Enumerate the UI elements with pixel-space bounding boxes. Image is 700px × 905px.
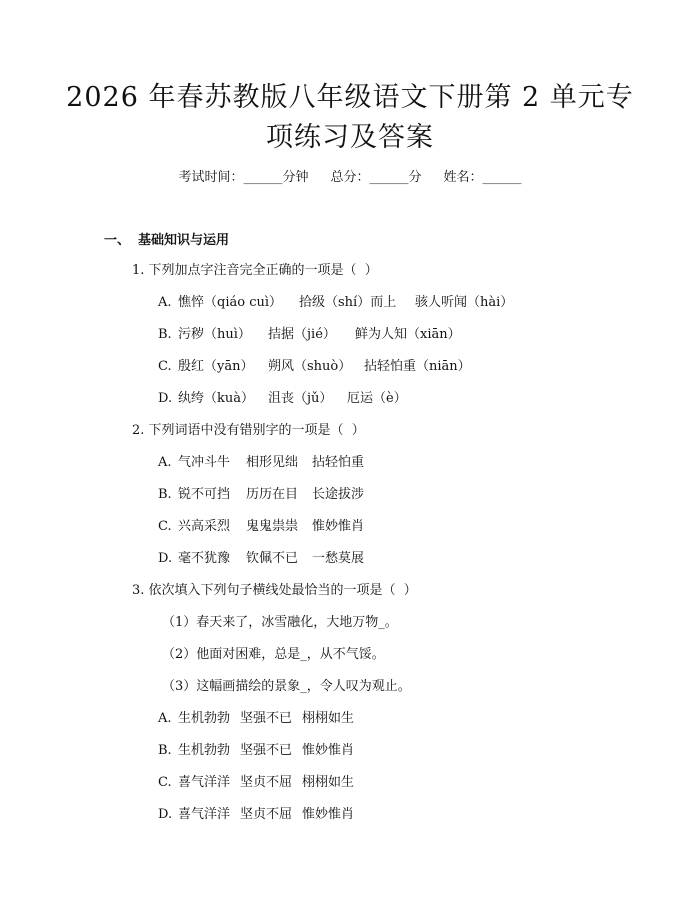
option-item: 惟妙惟肖 [302,807,355,822]
exam-time: 考试时间：______分钟 [178,170,309,185]
option-item: 拈轻怕重（niān） [364,359,471,374]
option-label: D. [158,551,173,566]
question-stem: 3. 依次填入下列句子横线处最恰当的一项是（ ） [132,583,417,598]
option-item: 喜气洋洋 [178,807,231,822]
option-item: 纨绔（kuà） [178,391,255,406]
option-label: A. [158,295,172,310]
option-row [158,453,364,473]
section-title: 基础知识与运用 [138,233,230,248]
exam-meta [0,168,700,188]
option-item: 栩栩如生 [302,711,355,726]
option-label: C. [158,519,172,534]
option-item: 坚贞不屈 [240,775,293,790]
section-number: 一、 [104,233,131,248]
option-label: B. [158,327,172,342]
option-label: C. [158,775,172,790]
option-item: 兴高采烈 [178,519,231,534]
option-item: 钦佩不已 [246,551,299,566]
option-item: 相形见绌 [246,455,299,470]
document-title [60,78,640,158]
option-row [158,773,354,793]
fill-sentence: （1）春天来了，冰雪融化，大地万物_。 [162,615,398,630]
option-item: 殷红（yān） [178,359,254,374]
option-item: 朔风（shuò） [268,359,352,374]
option-item: 生机勃勃 [178,743,231,758]
option-row [158,517,364,537]
option-item: 憔悴（qiáo cuì） [178,295,283,310]
option-item: 坚强不已 [240,711,293,726]
option-label: B. [158,487,172,502]
option-item: 拈轻怕重 [312,455,365,470]
option-item: 鲜为人知（xiān） [355,327,461,342]
fill-sentence: （3）这幅画描绘的景象_，令人叹为观止。 [162,679,411,694]
option-row [158,389,407,409]
option-item: 生机勃勃 [178,711,231,726]
option-row [158,485,364,505]
option-row [158,805,354,825]
option-item: 拮据（jié） [268,327,336,342]
option-item: 长途拔涉 [312,487,365,502]
option-item: 气冲斗牛 [178,455,231,470]
option-label: A. [158,455,172,470]
option-row [158,741,354,761]
option-row [158,293,513,313]
option-item: 坚贞不屈 [240,807,293,822]
option-item: 历历在目 [246,487,299,502]
option-item: 鬼鬼祟祟 [246,519,299,534]
option-item: 拾级（shí）而上 [299,295,397,310]
option-item: 污秽（huì） [178,327,251,342]
option-item: 一愁莫展 [312,551,365,566]
option-item: 毫不犹豫 [178,551,231,566]
option-item: 喜气洋洋 [178,775,231,790]
option-label: A. [158,711,172,726]
fill-sentence: （2）他面对困难，总是_，从不气馁。 [162,647,385,662]
option-label: B. [158,743,172,758]
option-item: 惟妙惟肖 [302,743,355,758]
option-row [158,325,461,345]
option-item: 沮丧（jǔ） [268,391,333,406]
option-row [158,357,471,377]
exam-score: 总分：______分 [330,170,422,185]
option-label: D. [158,807,173,822]
option-item: 锐不可挡 [178,487,231,502]
option-item: 厄运（è） [347,391,407,406]
option-row [158,709,354,729]
option-item: 骇人听闻（hài） [415,295,514,310]
student-name: 姓名：______ [443,170,522,185]
option-label: D. [158,391,173,406]
option-item: 惟妙惟肖 [312,519,365,534]
question-stem: 2. 下列词语中没有错别字的一项是（ ） [132,423,365,438]
section-heading [104,231,229,251]
option-label: C. [158,359,172,374]
question-stem: 1. 下列加点字注音完全正确的一项是（ ） [132,263,378,278]
title-line-1: 2026 年春苏教版八年级语文下册第 2 单元专 [66,82,634,113]
title-line-2: 项练习及答案 [266,122,434,153]
option-row [158,549,364,569]
option-item: 栩栩如生 [302,775,355,790]
option-item: 坚强不已 [240,743,293,758]
